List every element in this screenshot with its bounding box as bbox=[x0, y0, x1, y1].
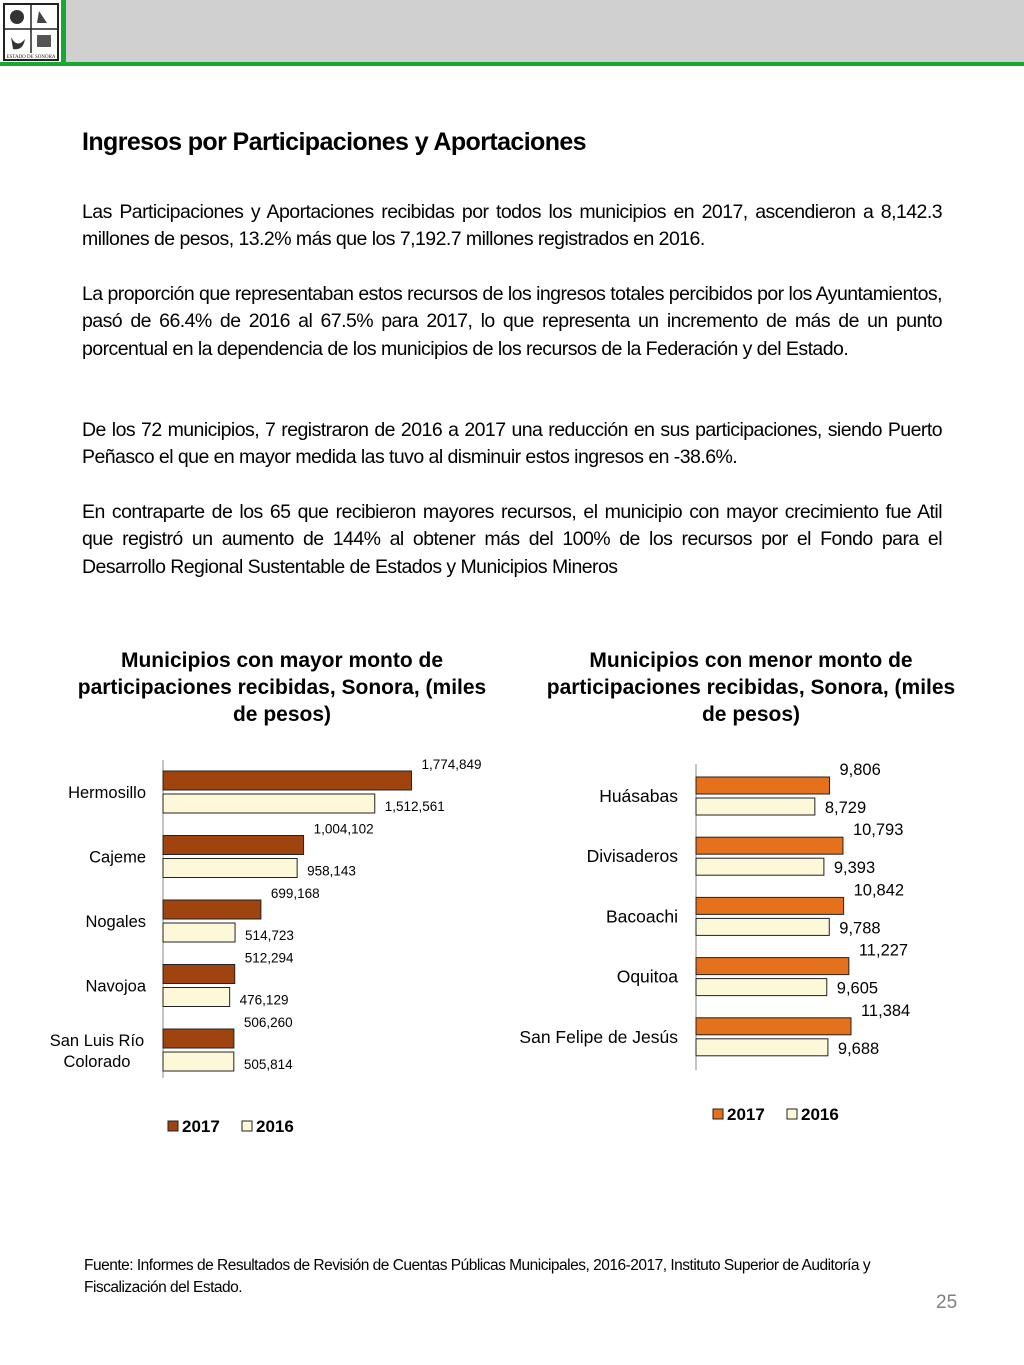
paragraph-total-participaciones: Las Participaciones y Aportaciones recibidas por todos los municipios en 2017, ascendieron a 8,142.3 millones de pesos, 13.2% más que los 7,192.7 millones registrados en 2016. bbox=[82, 201, 942, 251]
chart-1-value-label-2016-huasabas: 8,729 bbox=[824, 799, 867, 817]
chart-0-bar-2016-cajeme bbox=[163, 859, 297, 878]
chart-0-bar-2017-cajeme bbox=[163, 836, 304, 855]
chart-0-value-label-2016-san-luis-rio-colorado: 505,814 bbox=[243, 1057, 293, 1072]
chart-0-category-label-san-luis-rio-colorado-line1: San Luis Río bbox=[49, 1032, 145, 1050]
chart-1-category-label-san-felipe-de-jesus: San Felipe de Jesús bbox=[519, 1026, 678, 1047]
chart-0-bar-2016-san-luis-rio-colorado bbox=[163, 1052, 234, 1071]
paragraph-reduccion: De los 72 municipios, 7 registraron de 2016 a 2017 una reducción en sus participaciones, siendo Puerto Peñasco el que en mayor medida las tuvo al disminuir estos ingresos en -38.6%. bbox=[82, 419, 942, 469]
chart-1-bar-2016-divisaderos bbox=[696, 858, 824, 875]
chart-0-bar-2017-hermosillo bbox=[163, 771, 411, 790]
chart-1-legend-label-2017: 2017 bbox=[727, 1105, 765, 1124]
chart-1-bar-2016-bacoachi bbox=[696, 918, 829, 935]
chart-0-value-label-2016-hermosillo: 1,512,561 bbox=[384, 799, 445, 814]
chart-0-legend-label-2017: 2017 bbox=[182, 1117, 220, 1136]
chart-0-value-label-2016-nogales: 514,723 bbox=[245, 928, 294, 943]
chart-0-category-label-hermosillo: Hermosillo bbox=[68, 784, 146, 802]
chart-0-bar-2017-san-luis-rio-colorado bbox=[163, 1029, 234, 1048]
chart-1-value-label-2017-oquitoa: 11,227 bbox=[858, 941, 909, 960]
chart-0-bar-2017-nogales bbox=[163, 900, 261, 919]
chart-0-category-label-cajeme: Cajeme bbox=[89, 848, 146, 867]
chart-0-value-label-2017-navojoa: 512,294 bbox=[244, 950, 294, 966]
chart-1-category-label-bacoachi: Bacoachi bbox=[606, 906, 678, 927]
chart-0-value-label-2016-navojoa: 476,129 bbox=[239, 992, 289, 1008]
chart-1-bar-2017-bacoachi bbox=[696, 897, 844, 914]
paragraph-proporcion: La proporción que representaban estos recursos de los ingresos totales percibidos por los Ayuntamientos, pasó de 66.4% de 2016 al 67.5% para 2017, lo que representa un incremento de más de un punto porcentual en la dependencia de los municipios de los recursos de la Federación y del Estado. bbox=[82, 283, 942, 360]
chart-1-legend-swatch-2017 bbox=[713, 1109, 723, 1119]
chart-1-value-label-2017-huasabas: 9,806 bbox=[839, 761, 881, 779]
chart-1-value-label-2017-bacoachi: 10,842 bbox=[853, 881, 905, 900]
chart-0-value-label-2017-hermosillo: 1,774,849 bbox=[421, 757, 482, 772]
section-title: Ingresos por Participaciones y Aportaciones bbox=[82, 128, 586, 156]
chart-0-bar-2016-navojoa bbox=[163, 988, 230, 1007]
chart-0-value-label-2017-cajeme: 1,004,102 bbox=[313, 821, 374, 837]
chart-1-category-label-oquitoa: Oquitoa bbox=[616, 966, 678, 987]
chart-0-category-label-navojoa: Navojoa bbox=[85, 977, 146, 996]
chart-0-value-label-2017-nogales: 699,168 bbox=[270, 886, 320, 901]
chart-0-legend-swatch-2016 bbox=[242, 1121, 252, 1131]
svg-text:ESTADO DE SONORA: ESTADO DE SONORA bbox=[6, 55, 56, 60]
chart-1-bar-2017-divisaderos bbox=[696, 837, 843, 854]
chart-1-bar-2016-oquitoa bbox=[696, 979, 827, 996]
chart-1-legend-label-2016: 2016 bbox=[801, 1105, 839, 1124]
chart-1-value-label-2016-oquitoa: 9,605 bbox=[836, 979, 879, 998]
chart-0-category-label-san-luis-rio-colorado-line2: Colorado bbox=[63, 1053, 131, 1071]
source-footnote: Fuente: Informes de Resultados de Revisión de Cuentas Públicas Municipales, 2016-2017, Instituto Superior de Auditoría y Fiscalización del Estado. bbox=[84, 1257, 871, 1296]
chart-0-value-label-2017-san-luis-rio-colorado: 506,260 bbox=[243, 1015, 293, 1030]
chart-0-category-label-nogales: Nogales bbox=[85, 913, 146, 931]
chart-1-bar-2017-san-felipe-de-jesus bbox=[696, 1018, 851, 1035]
chart-title-menor-monto: Municipios con menor monto de participaciones recibidas, Sonora, (miles de pesos) bbox=[546, 649, 956, 726]
chart-0-bar-2016-hermosillo bbox=[163, 794, 375, 813]
chart-0-bar-2016-nogales bbox=[163, 923, 235, 942]
chart-0-value-label-2016-cajeme: 958,143 bbox=[307, 863, 356, 879]
chart-0-legend-label-2016: 2016 bbox=[256, 1117, 294, 1136]
chart-1-value-label-2016-bacoachi: 9,788 bbox=[839, 919, 881, 938]
chart-1-legend-swatch-2016 bbox=[787, 1109, 797, 1119]
chart-1-value-label-2017-divisaderos: 10,793 bbox=[852, 821, 904, 840]
chart-title-mayor-monto: Municipios con mayor monto de participaciones recibidas, Sonora, (miles de pesos) bbox=[77, 649, 487, 726]
chart-1-category-label-divisaderos: Divisaderos bbox=[586, 846, 678, 867]
chart-1-value-label-2017-san-felipe-de-jesus: 11,384 bbox=[860, 1001, 911, 1020]
chart-1-value-label-2016-divisaderos: 9,393 bbox=[833, 859, 876, 878]
page-number: 25 bbox=[936, 1292, 958, 1313]
chart-1-category-label-huasabas: Huásabas bbox=[599, 786, 678, 806]
chart-0-bar-2017-navojoa bbox=[163, 965, 235, 984]
chart-1-bar-2017-oquitoa bbox=[696, 958, 849, 975]
chart-1-bar-2017-huasabas bbox=[696, 777, 830, 794]
chart-1-value-label-2016-san-felipe-de-jesus: 9,688 bbox=[837, 1039, 880, 1058]
paragraph-crecimiento: En contraparte de los 65 que recibieron mayores recursos, el municipio con mayor crecimiento fue Atil que registró un aumento de 144% al obtener más del 100% de los recursos por el Fondo para el Desarrollo Regional Sustentable de Estados y Municipios Mineros bbox=[82, 501, 942, 578]
chart-1-bar-2016-huasabas bbox=[696, 798, 815, 815]
chart-0-legend-swatch-2017 bbox=[168, 1121, 178, 1131]
chart-1-bar-2016-san-felipe-de-jesus bbox=[696, 1039, 828, 1056]
